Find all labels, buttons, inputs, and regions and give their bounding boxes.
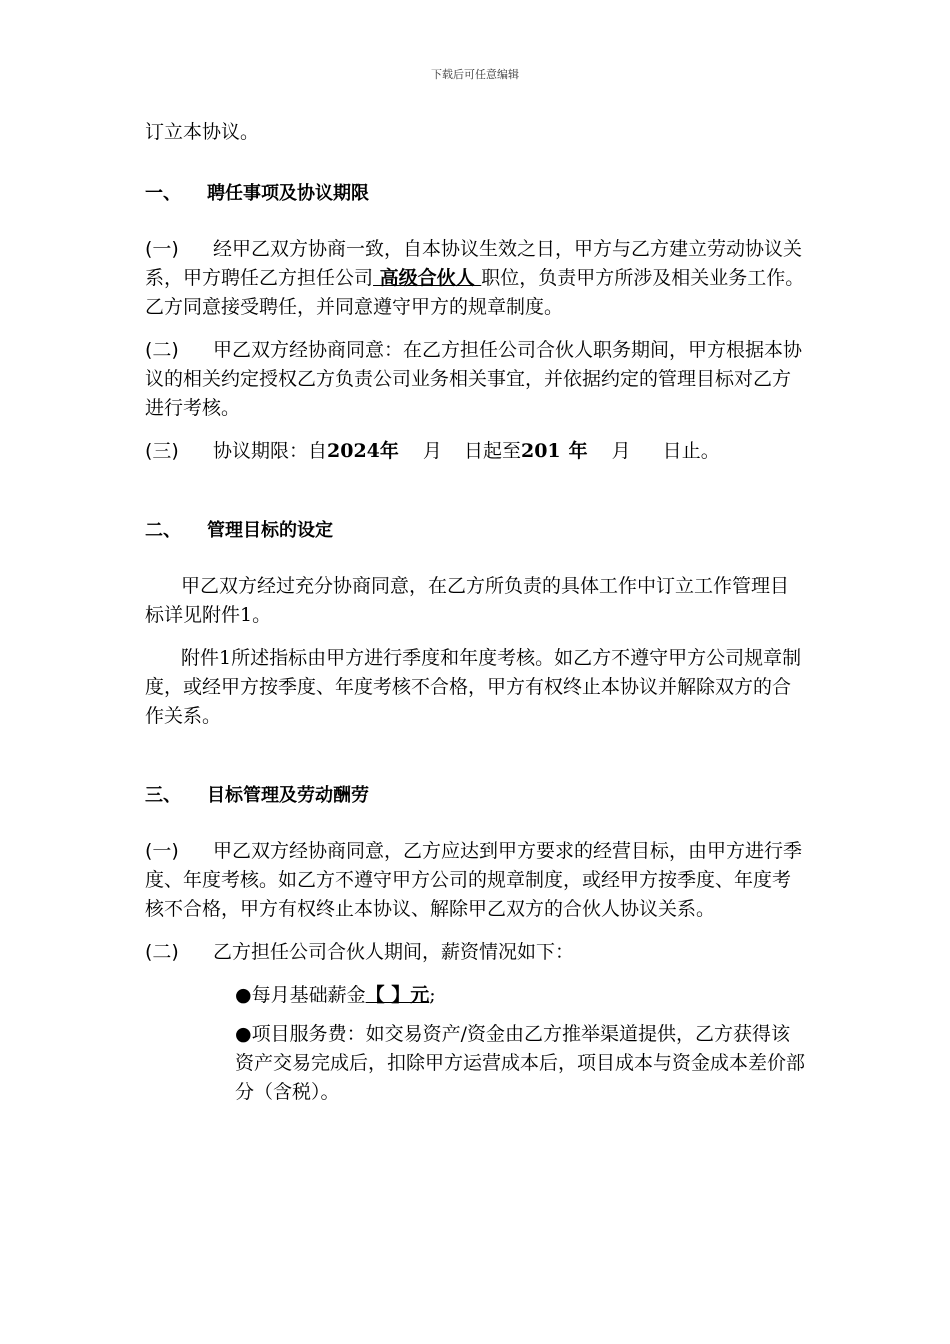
section-number: 二、: [145, 520, 181, 541]
salary-bullet-2: [235, 1020, 805, 1107]
bullet-icon: ●: [235, 1023, 252, 1045]
base-salary-field: 【 】元: [365, 984, 430, 1006]
section-number: 三、: [145, 785, 181, 806]
term-prefix: 协议期限：自: [213, 440, 328, 462]
intro-text: 订立本协议。: [145, 121, 260, 143]
item-text: 甲乙双方经协商同意，乙方应达到甲方要求的经营目标，由甲方进行季度、年度考核。如乙方不遵守甲方公司的规章制度，或经甲方按季度、年度考核不合格，甲方有权终止本协议、解除甲乙双方的合伙人协议关系。: [145, 840, 803, 920]
item-text-after: 职位，负责甲方所涉及相关业务工作。乙方同意接受聘任，并同意遵守甲方的规章制度。: [145, 267, 805, 318]
end-year-char: 年: [568, 440, 588, 462]
item-label: (一): [145, 238, 179, 260]
section-2-para-1: 甲乙双方经过充分协商同意，在乙方所负责的具体工作中订立工作管理目标详见附件1。: [145, 575, 790, 626]
position-field: 高级合伙人: [373, 267, 482, 289]
bullet-end: ;: [429, 984, 436, 1006]
salary-bullet-1: [235, 981, 805, 1010]
start-day-char: 日: [463, 440, 483, 462]
section-1-item-3: [145, 437, 805, 466]
page-header-note: 下载后可任意编辑: [431, 68, 519, 81]
section-number: 一、: [145, 183, 181, 204]
bullet-text: 项目服务费：如交易资产/资金由乙方推举渠道提供，乙方获得该资产交易完成后，扣除甲方运营成本后，项目成本与资金成本差价部分（含税）。: [235, 1023, 806, 1103]
section-title: 目标管理及劳动酬劳: [207, 785, 369, 806]
start-year-char: 年: [379, 440, 399, 462]
section-3-item-2: [145, 938, 805, 967]
end-year: 201: [520, 440, 561, 462]
section-1-heading: [145, 181, 805, 207]
start-year: 2024: [327, 440, 380, 462]
document-body: [145, 118, 805, 1117]
section-1-item-1: [145, 235, 805, 322]
end-day-char: 日: [662, 440, 682, 462]
section-2-heading: [145, 518, 805, 544]
start-month-char: 月: [422, 440, 442, 462]
section-2-para-2: 附件1所述指标由甲方进行季度和年度考核。如乙方不遵守甲方公司规章制度，或经甲方按季度、年度考核不合格，甲方有权终止本协议并解除双方的合作关系。: [145, 647, 802, 727]
end-month-char: 月: [611, 440, 631, 462]
section-title: 管理目标的设定: [207, 520, 333, 541]
bullet-text: 每月基础薪金: [251, 984, 366, 1006]
item-label: (二): [145, 941, 179, 963]
term-middle: 起至: [482, 440, 521, 462]
item-text: 乙方担任公司合伙人期间，薪资情况如下：: [213, 941, 575, 963]
bullet-icon: ●: [235, 984, 252, 1006]
item-label: (一): [145, 840, 179, 862]
section-3-item-1: [145, 837, 805, 924]
section-3-heading: [145, 783, 805, 809]
section-1-item-2: [145, 336, 805, 423]
item-label: (三): [145, 440, 179, 462]
item-text: 甲乙双方经协商同意：在乙方担任公司合伙人职务期间，甲方根据本协议的相关约定授权乙方负责公司业务相关事宜，并依据约定的管理目标对乙方进行考核。: [145, 339, 803, 419]
item-label: (二): [145, 339, 179, 361]
term-suffix: 止。: [681, 440, 720, 462]
item-text-before: 经甲乙双方协商一致，自本协议生效之日，甲方与乙方建立劳动协议关系，甲方聘任乙方担任公司: [145, 238, 803, 289]
section-title: 聘任事项及协议期限: [207, 183, 369, 204]
